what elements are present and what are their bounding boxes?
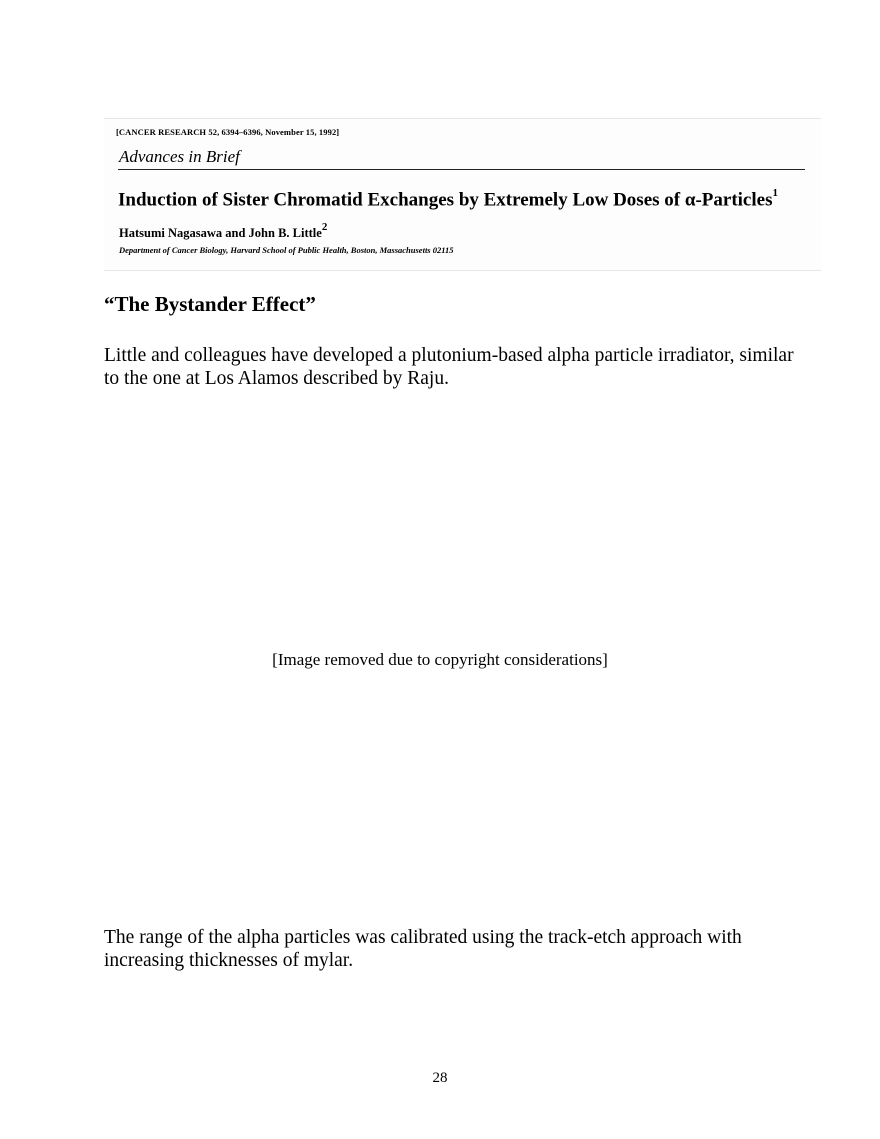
- journal-citation: [CANCER RESEARCH 52, 6394–6396, November 15, 1992]: [116, 127, 340, 137]
- authors-footnote-marker: 2: [321, 221, 328, 233]
- article-title: [118, 189, 778, 211]
- article-header-scan: [104, 118, 821, 271]
- author-affiliation: Department of Cancer Biology, Harvard School of Public Health, Boston, Massachusetts 02115: [119, 245, 454, 255]
- article-authors: [119, 223, 327, 241]
- article-title-text: Induction of Sister Chromatid Exchanges by Extremely Low Doses of α-Particles: [118, 189, 773, 211]
- image-removed-notice: [Image removed due to copyright considerations]: [272, 650, 608, 669]
- page-number: 28: [432, 1070, 448, 1086]
- section-heading: “The Bystander Effect”: [104, 292, 316, 316]
- title-footnote-marker: 1: [772, 187, 778, 199]
- body-paragraph: The range of the alpha particles was calibrated using the track-etch approach with increasing thicknesses of mylar.: [104, 927, 742, 971]
- body-paragraph: Little and colleagues have developed a plutonium-based alpha particle irradiator, similar to the one at Los Alamos described by Raju.: [104, 345, 794, 389]
- section-label: Advances in Brief: [119, 147, 240, 166]
- section-rule: [118, 169, 805, 170]
- authors-text: Hatsumi Nagasawa and John B. Little: [119, 226, 322, 241]
